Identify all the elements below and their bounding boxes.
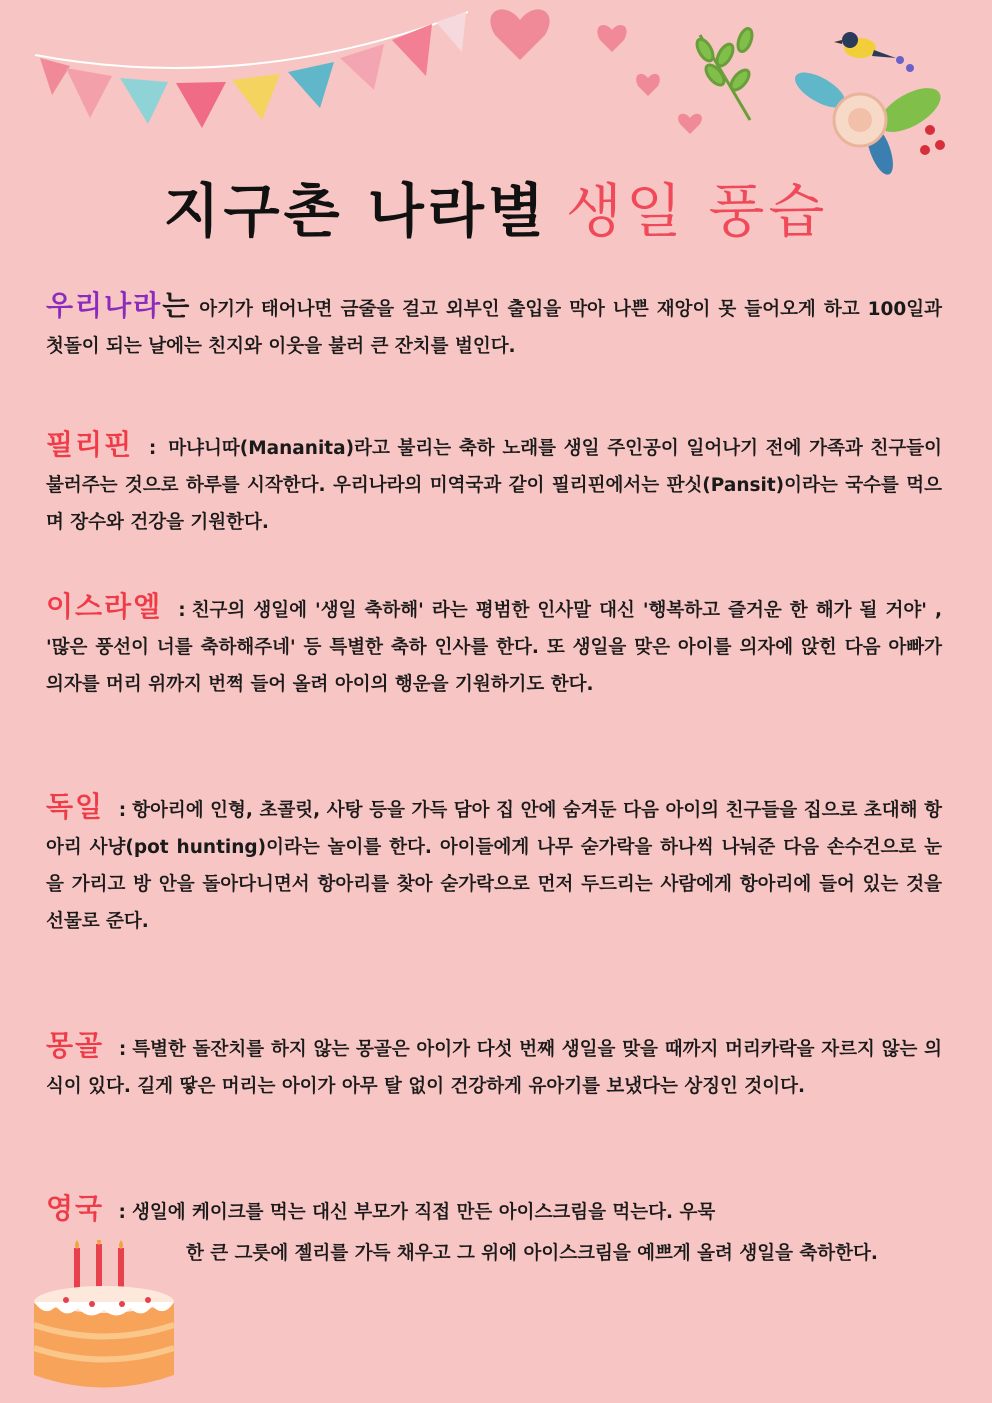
section-heading-suffix: :: [112, 800, 127, 821]
section-heading-suffix: :: [141, 438, 157, 459]
section-philippines: [46, 426, 942, 541]
section-mongolia: [46, 1027, 942, 1105]
section-heading: 필리핀: [46, 428, 134, 461]
section-heading-suffix: :: [170, 600, 186, 621]
birthday-cake-icon: [26, 1240, 186, 1390]
heart-icon: [490, 9, 701, 134]
section-heading: 독일: [46, 790, 105, 823]
section-heading-suffix: :: [112, 1039, 127, 1060]
bunting-flags: [40, 12, 466, 128]
section-korea: [46, 287, 942, 365]
section-text: 항아리에 인형, 초콜릿, 사탕 등을 가득 담아 집 안에 숨겨둔 다음 아이의 친구들을 집으로 초대해 항아리 사냥(pot hunting)이라는 놀이를 한다. 아이들에게 나무 숟가락을 하나씩 나눠준 다음 손수건으로 눈을 가리고 방 안을 돌아다니면서 항아리를 찾아 숟가락으로 먼저 두드리는 사람에게 항아리에 들어 있는 것을 선물로 준다.: [46, 800, 943, 932]
section-heading-suffix: :: [112, 1202, 126, 1223]
section-uk-continued: 한 큰 그릇에 젤리를 가득 채우고 그 위에 아이스크림을 예쁘게 올려 생일을 축하한다.: [186, 1243, 878, 1264]
page-title: [0, 177, 992, 245]
section-text: 생일에 케이크를 먹는 대신 부모가 직접 만든 아이스크림을 먹는다. 우묵: [131, 1202, 716, 1223]
title-part2: 생일 풍습: [565, 177, 829, 245]
section-text: 아기가 태어나면 금줄을 걸고 외부인 출입을 막아 나쁜 재앙이 못 들어오게 하고 100일과 첫돌이 되는 날에는 친지와 이웃을 불러 큰 잔치를 벌인다.: [46, 299, 942, 357]
section-heading: 몽골: [46, 1029, 105, 1062]
section-uk: [46, 1190, 942, 1231]
section-heading: 영국: [46, 1192, 105, 1225]
section-heading: 우리나라: [46, 289, 163, 322]
leaf-sprig-icon: [694, 27, 755, 120]
section-heading: 이스라엘: [46, 590, 163, 623]
bird-icon: [834, 32, 896, 58]
section-text: 친구의 생일에 '생일 축하해' 라는 평범한 인사말 대신 '행복하고 즐거운 한 해가 될 거야' , '많은 풍선이 너를 축하해주네' 등 특별한 축하 인사를 한다. 또 생일을 맞은 아이를 의자에 앉힌 다음 아빠가 의자를 머리 위까지 번쩍 들어 올려 아이의 행운을 기원하기도 한다.: [46, 600, 942, 695]
title-part1: 지구촌 나라별: [163, 177, 548, 245]
section-text: 특별한 돌잔치를 하지 않는 몽골은 아이가 다섯 번째 생일을 맞을 때까지 머리카락을 자르지 않는 의식이 있다. 길게 땋은 머리는 아이가 아무 탈 없이 건강하게 유아기를 보냈다는 상징인 것이다.: [46, 1039, 943, 1097]
section-israel: [46, 588, 942, 703]
flower-bouquet-icon: [790, 56, 948, 178]
section-germany: [46, 788, 942, 940]
top-decoration: [0, 0, 992, 200]
section-heading-suffix: 는: [162, 289, 190, 322]
section-text: 마냐니따(Mananita)라고 불리는 축하 노래를 생일 주인공이 일어나기 전에 가족과 친구들이 불러주는 것으로 하루를 시작한다. 우리나라의 미역국과 같이 필리핀에서는 판싯(Pansit)이라는 국수를 먹으며 장수와 건강을 기원한다.: [46, 438, 942, 533]
